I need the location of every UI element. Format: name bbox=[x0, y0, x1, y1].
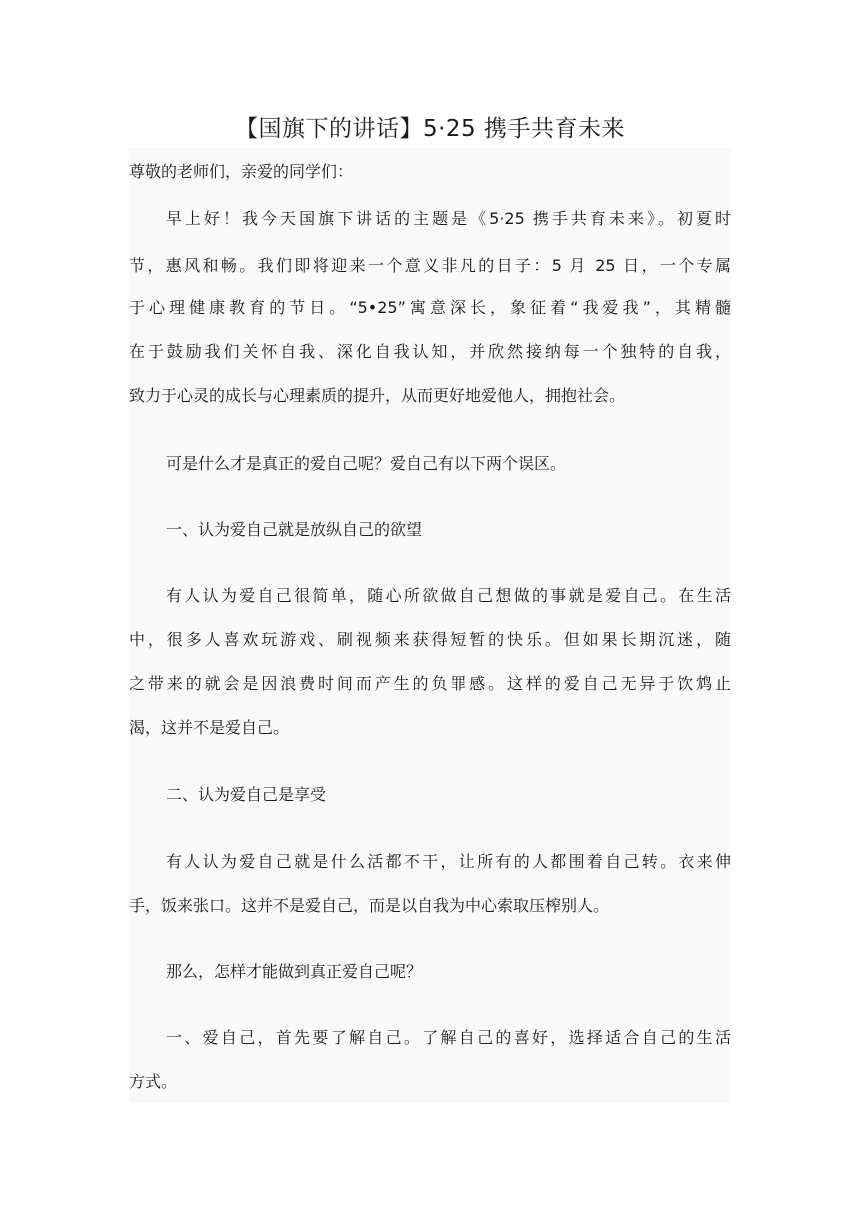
paragraph-line: 方式。 bbox=[129, 1072, 178, 1091]
paragraph-line: 之带来的就会是因浪费时间而产生的负罪感。这样的爱自己无异于饮鸩止 bbox=[129, 674, 731, 693]
paragraph-line: 渴，这并不是爱自己。 bbox=[129, 718, 290, 737]
paragraph-line: 一、爱自己，首先要了解自己。了解自己的喜好，选择适合自己的生活 bbox=[166, 1028, 731, 1047]
paragraph-line: 有人认为爱自己很简单，随心所欲做自己想做的事就是爱自己。在生活 bbox=[166, 586, 731, 605]
paragraph-line: 在于鼓励我们关怀自我、深化自我认知，并欣然接纳每一个独特的自我， bbox=[129, 342, 731, 361]
section-heading: 二、认为爱自己是享受 bbox=[166, 785, 327, 804]
paragraph-line: 致力于心灵的成长与心理素质的提升，从而更好地爱他人，拥抱社会。 bbox=[129, 386, 626, 405]
paragraph-line: 手，饭来张口。这并不是爱自己，而是以自我为中心索取压榨别人。 bbox=[129, 896, 610, 915]
paragraph-line: 早上好！我今天国旗下讲话的主题是《5·25 携手共育未来》。初夏时 bbox=[166, 209, 731, 228]
paragraph-line: 有人认为爱自己就是什么活都不干，让所有的人都围着自己转。衣来伸 bbox=[166, 852, 731, 871]
paragraph-line: 于心理健康教育的节日。“5•25”寓意深长，象征着“我爱我”，其精髓 bbox=[129, 298, 731, 317]
document-title: 【国旗下的讲话】5·25 携手共育未来 bbox=[234, 116, 626, 142]
paragraph-line: 中，很多人喜欢玩游戏、刷视频来获得短暂的快乐。但如果长期沉迷，随 bbox=[129, 630, 731, 649]
salutation-line: 尊敬的老师们，亲爱的同学们： bbox=[129, 162, 354, 181]
paragraph-line: 节，惠风和畅。我们即将迎来一个意义非凡的日子：5 月 25 日，一个专属 bbox=[129, 256, 731, 275]
document-body bbox=[129, 148, 731, 1103]
paragraph-line: 可是什么才是真正的爱自己呢？爱自己有以下两个误区。 bbox=[166, 454, 567, 473]
section-heading: 一、认为爱自己就是放纵自己的欲望 bbox=[166, 520, 423, 539]
paragraph-line: 那么，怎样才能做到真正爱自己呢？ bbox=[166, 962, 423, 981]
